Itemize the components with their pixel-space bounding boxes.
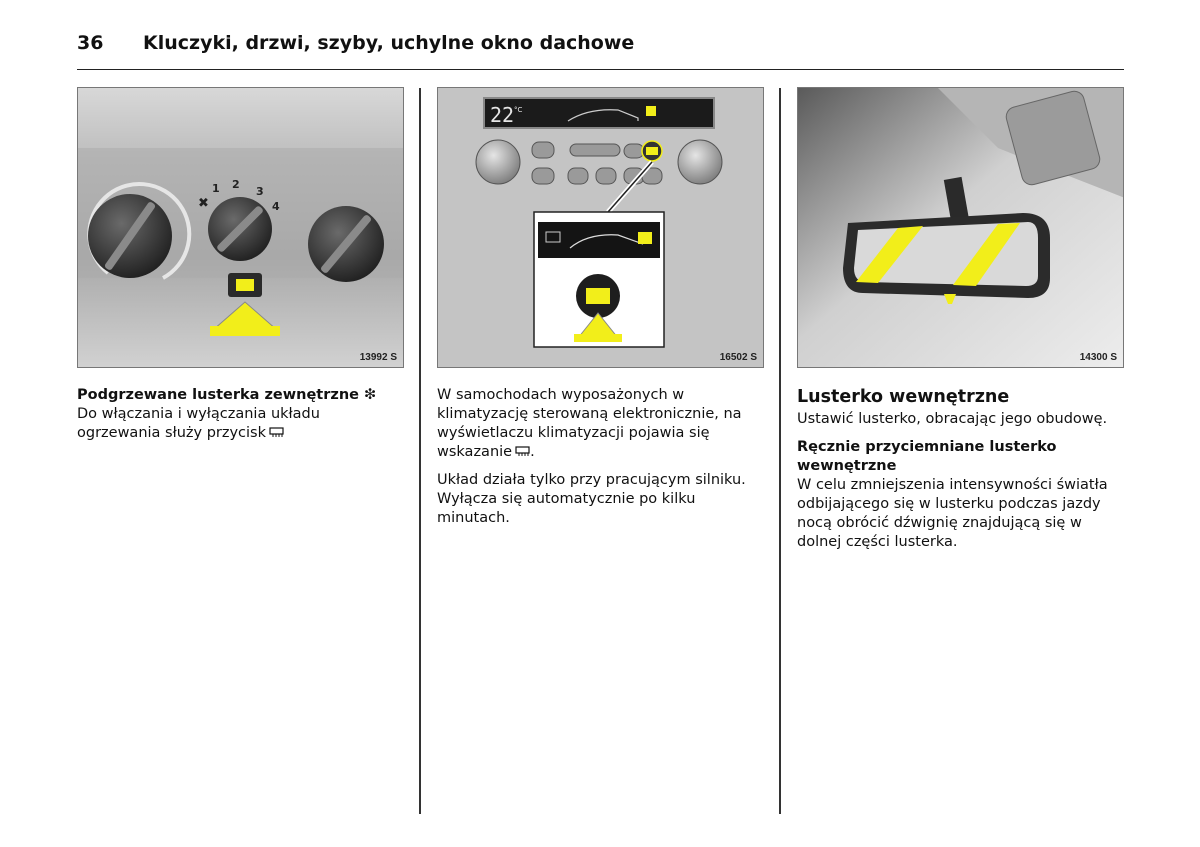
- knob-label-2: 2: [232, 178, 240, 191]
- left-column-text: [77, 386, 407, 443]
- display-unit: °C: [514, 106, 523, 114]
- right-column-text: [797, 386, 1127, 552]
- climate-paragraph: W samochodach wyposażonych w klimatyzację sterowaną elektronicznie, na wyświetlaczu klimatyzacji pojawia się wskazanie .: [437, 387, 742, 460]
- interior-mirror-intro: Ustawić lusterko, obracając jego obudowę.: [797, 411, 1108, 427]
- heated-mirrors-paragraph: [77, 405, 407, 443]
- figure-climate-display: [437, 87, 764, 368]
- figure-heater-controls: [77, 87, 404, 368]
- heater-controls-illustration: [78, 88, 404, 368]
- interior-mirror-illustration: [798, 88, 1124, 368]
- heated-mirrors-text: Do włączania i wyłączania układu ogrzewania służy przycisk: [77, 406, 320, 441]
- knob-label-1: 1: [212, 182, 220, 195]
- middle-column-text: [437, 386, 767, 537]
- dimming-mirror-text: W celu zmniejszenia intensywności światła odbijającego się w lusterku podczas jazdy nocą obrócić dźwignię znajdującą się w dolnej części lusterka.: [797, 477, 1108, 550]
- svg-text:✖: ✖: [198, 196, 209, 211]
- heated-mirrors-heading: Podgrzewane lusterka zewnętrzne ❇: [77, 387, 377, 403]
- display-temperature: 22: [490, 103, 515, 127]
- interior-mirror-title: Lusterko wewnętrzne: [797, 387, 1010, 407]
- climate-text: W samochodach wyposażonych w klimatyzację sterowaną elektronicznie, na wyświetlaczu klimatyzacji pojawia się wskazanie: [437, 387, 742, 460]
- figure-code: 16502 S: [719, 352, 757, 363]
- mirror-heating-icon: [515, 446, 530, 457]
- column-divider: [779, 88, 781, 814]
- figure-interior-mirror: [797, 87, 1124, 368]
- column-divider: [419, 88, 421, 814]
- knob-label-3: 3: [256, 185, 264, 198]
- engine-note-paragraph: Układ działa tylko przy pracującym silniku. Wyłącza się automatycznie po kilku minutach.: [437, 472, 746, 526]
- page-number: 36: [77, 32, 104, 54]
- climate-display-illustration: [438, 88, 764, 368]
- mirror-heating-icon: [269, 427, 284, 438]
- page-header: [77, 30, 1124, 70]
- dimming-mirror-heading: Ręcznie przyciemniane lusterko wewnętrzne: [797, 439, 1057, 474]
- knob-label-4: 4: [272, 200, 280, 213]
- figure-code: 13992 S: [359, 352, 397, 363]
- figure-code: 14300 S: [1079, 352, 1117, 363]
- chapter-title: Kluczyki, drzwi, szyby, uchylne okno dachowe: [143, 32, 635, 54]
